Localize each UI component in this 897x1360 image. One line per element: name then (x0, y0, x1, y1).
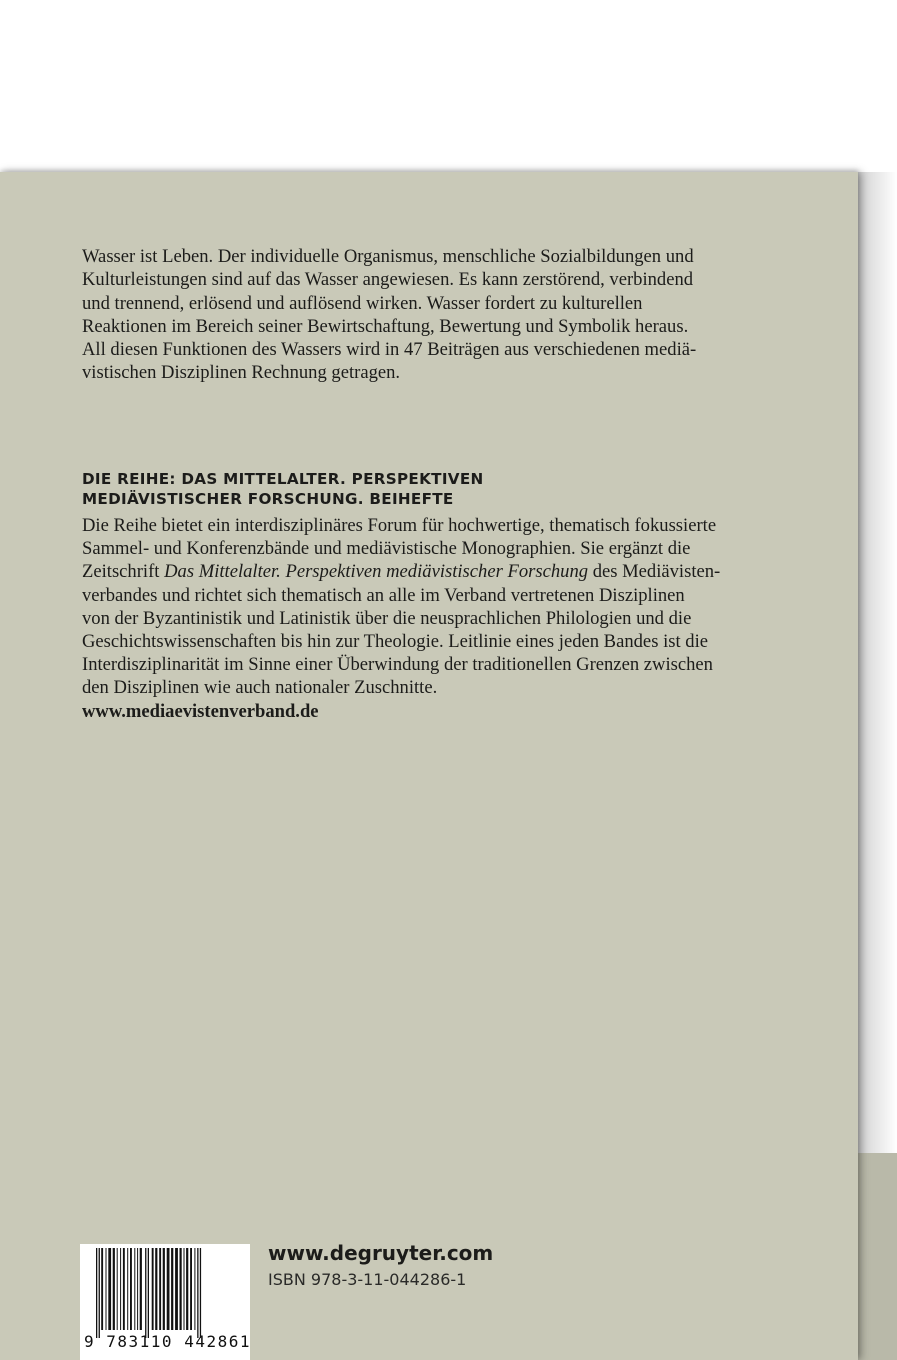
barcode-bar (145, 1248, 146, 1338)
journal-suffix: des Mediävisten- (588, 561, 721, 583)
barcode-bar (190, 1248, 192, 1330)
isbn-number: ISBN 978-3-11-044286-1 (268, 1270, 467, 1289)
series-desc-line: von der Byzantinistik und Latinistik über die neusprachlichen Philologien und die (82, 607, 692, 629)
series-desc-line: Die Reihe bietet ein interdisziplinäres Forum für hochwertige, thematisch fokussierte (82, 515, 717, 536)
barcode-bar (117, 1248, 118, 1330)
series-heading (82, 469, 782, 509)
series-heading-line-2: MEDIÄVISTISCHER FORSCHUNG. BEIHEFTE (82, 490, 454, 508)
barcode-bar (96, 1248, 97, 1338)
series-website-link[interactable]: www.mediaevistenverband.de (82, 701, 319, 722)
series-desc-line: Interdisziplinarität im Sinne einer Überwindung der traditionellen Grenzen zwischen (82, 654, 713, 676)
journal-title: Das Mittelalter. Perspektiven mediävistischer Forschung (164, 561, 589, 583)
book-shadow (858, 172, 897, 1153)
series-description (82, 514, 792, 700)
series-desc-line: den Disziplinen wie auch nationaler Zuschnitte. (82, 677, 438, 699)
blurb-line: vistischen Disziplinen Rechnung getragen. (82, 362, 401, 384)
barcode-bar (134, 1248, 135, 1330)
series-heading-line-1: DIE REIHE: DAS MITTELALTER. PERSPEKTIVEN (82, 470, 484, 488)
journal-prefix: Zeitschrift (82, 561, 165, 583)
series-desc-line-journal (82, 560, 792, 583)
barcode-bar (200, 1248, 201, 1338)
barcode-bar (167, 1248, 170, 1330)
isbn-barcode (80, 1244, 250, 1360)
blurb-line: Kulturleistungen sind auf das Wasser angewiesen. Es kann zerstörend, verbindend (82, 269, 694, 291)
barcode-bar (159, 1248, 161, 1330)
series-desc-line: verbandes und richtet sich thematisch an alle im Verband vertretenen Disziplinen (82, 584, 685, 606)
barcode-bar (180, 1248, 182, 1330)
book-blurb (82, 245, 772, 385)
barcode-bar (113, 1248, 115, 1330)
barcode-bar (140, 1248, 142, 1330)
barcode-bar (152, 1248, 154, 1330)
barcode-bar (99, 1248, 100, 1338)
series-desc-line: Sammel- und Konferenzbände und mediävistische Monographien. Sie ergänzt die (82, 538, 691, 560)
barcode-digits: 9 783110 442861 (84, 1332, 251, 1351)
barcode-bar (155, 1248, 157, 1330)
barcode-bar (163, 1248, 165, 1330)
barcode-bar (137, 1248, 138, 1330)
barcode-bar (186, 1248, 188, 1330)
blurb-line: Wasser ist Leben. Der individuelle Organismus, menschliche Sozialbildungen und (82, 246, 694, 267)
barcode-bar (123, 1248, 125, 1330)
barcode-bar (127, 1248, 128, 1330)
barcode-bar (101, 1248, 103, 1330)
publisher-website-link[interactable]: www.degruyter.com (268, 1241, 494, 1265)
barcode-bar (171, 1248, 173, 1330)
blurb-line: Reaktionen im Bereich seiner Bewirtschaftung, Bewertung und Symbolik heraus. (82, 315, 689, 337)
barcode-bar (184, 1248, 185, 1330)
barcode-bar (108, 1248, 111, 1330)
barcode-bar (197, 1248, 198, 1338)
book-back-cover (0, 172, 858, 1360)
barcode-bar (148, 1248, 149, 1338)
barcode-bar (120, 1248, 121, 1330)
barcode-bar (106, 1248, 107, 1330)
blurb-line: All diesen Funktionen des Wassers wird in 47 Beiträgen aus verschiedenen mediä- (82, 339, 697, 361)
blurb-line: und trennend, erlösend und auflösend wirken. Wasser fordert zu kulturellen (82, 292, 643, 314)
series-desc-line: Geschichtswissenschaften bis hin zur Theologie. Leitlinie eines jeden Bandes ist die (82, 631, 709, 653)
barcode-bar (175, 1248, 178, 1330)
barcode-bar (194, 1248, 195, 1330)
barcode-bar (130, 1248, 132, 1330)
